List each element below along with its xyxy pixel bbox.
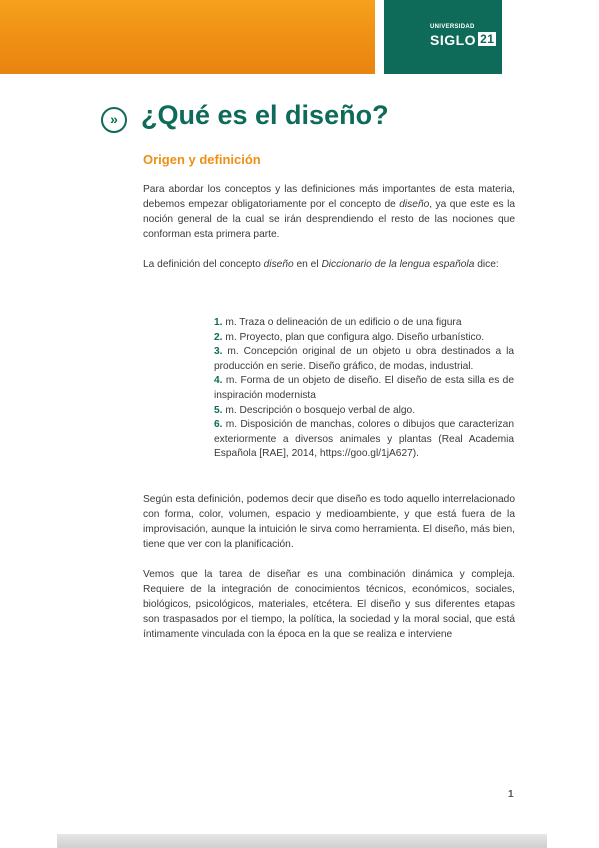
definition-number: 6.: [214, 419, 223, 431]
logo-text: [430, 32, 496, 48]
intro-paragraph: [143, 182, 515, 242]
p1-emphasis: diseño: [399, 199, 430, 210]
header-orange-band: [0, 0, 375, 74]
p2-emphasis-dictionary: Diccionario de la lengua española: [321, 259, 475, 270]
definition-number: 2.: [214, 331, 223, 343]
definition-list: [214, 316, 514, 462]
p2-text-c: dice:: [474, 259, 499, 270]
definition-text: m. Disposición de manchas, colores o dibujos que caracterizan exteriormente a diversos animales y plantas (Real Academia Española [RAE], 2014, https://goo.gl/1jA627).: [214, 419, 514, 460]
definition-item: [214, 316, 514, 331]
p2-text-a: La definición del concepto: [143, 259, 264, 270]
definition-item: [214, 418, 514, 462]
page-title: ¿Qué es el diseño?: [141, 100, 389, 130]
definition-text: m. Traza o delineación de un edificio o de una figura: [222, 317, 462, 328]
section-heading: Origen y definición: [143, 152, 261, 167]
definition-number: 3.: [214, 346, 223, 358]
university-logo: [384, 0, 502, 74]
definition-number: 1.: [214, 317, 223, 328]
p2-emphasis-diseno: diseño: [263, 259, 294, 270]
definition-number: 4.: [214, 375, 223, 387]
page-number: 1: [508, 789, 514, 800]
p1-text-a: Para abordar los conceptos y las definiciones más importantes de esta materia, debemos empezar obligatoriamente por el concepto de: [143, 184, 515, 210]
logo-number: 21: [480, 32, 495, 46]
chevron-right-icon: »: [101, 107, 127, 133]
definition-item: [214, 345, 514, 374]
p2-text-b: en el: [293, 259, 322, 270]
definition-item: [214, 404, 514, 419]
definition-text: m. Concepción original de un objeto u obra destinados a la producción en serie. Diseño gráfico, de modas, industrial.: [214, 346, 514, 372]
conclusion-paragraph: Vemos que la tarea de diseñar es una combinación dinámica y compleja. Requiere de la integración de conocimientos técnicos, económicos, sociales, biológicos, psicológicos, materiales, etcétera. El diseño y sus diferentes etapas son traspasados por el tiempo, la política, la sociedad y la moral social, que está íntimamente vinculada con la época en la que se realiza e interviene: [143, 569, 515, 640]
definition-text: m. Forma de un objeto de diseño. El diseño de esta silla es de inspiración modernista: [214, 375, 514, 401]
definition-number: 5.: [214, 404, 223, 416]
p1-text-b: , ya que este es la noción general de la cual se irán desprendiendo el resto de las nociones que conforman esta primera parte.: [143, 199, 515, 240]
logo-name: SIGLO: [430, 32, 477, 48]
analysis-paragraph: Según esta definición, podemos decir que diseño es todo aquello interrelacionado con forma, color, volumen, espacio y medioambiente, y que está fuera de la improvisación, aunque la intuición le sirva como herramienta. El diseño, más bien, tiene que ver con la planificación.: [143, 494, 515, 550]
definition-item: [214, 374, 514, 403]
footer-bar: [57, 834, 547, 848]
definition-intro-paragraph: [143, 257, 515, 272]
definition-item: [214, 331, 514, 346]
definition-text: m. Proyecto, plan que configura algo. Diseño urbanístico.: [222, 331, 485, 343]
logo-small-text: UNIVERSIDAD: [430, 24, 475, 30]
definition-text: m. Descripción o bosquejo verbal de algo.: [222, 404, 416, 416]
